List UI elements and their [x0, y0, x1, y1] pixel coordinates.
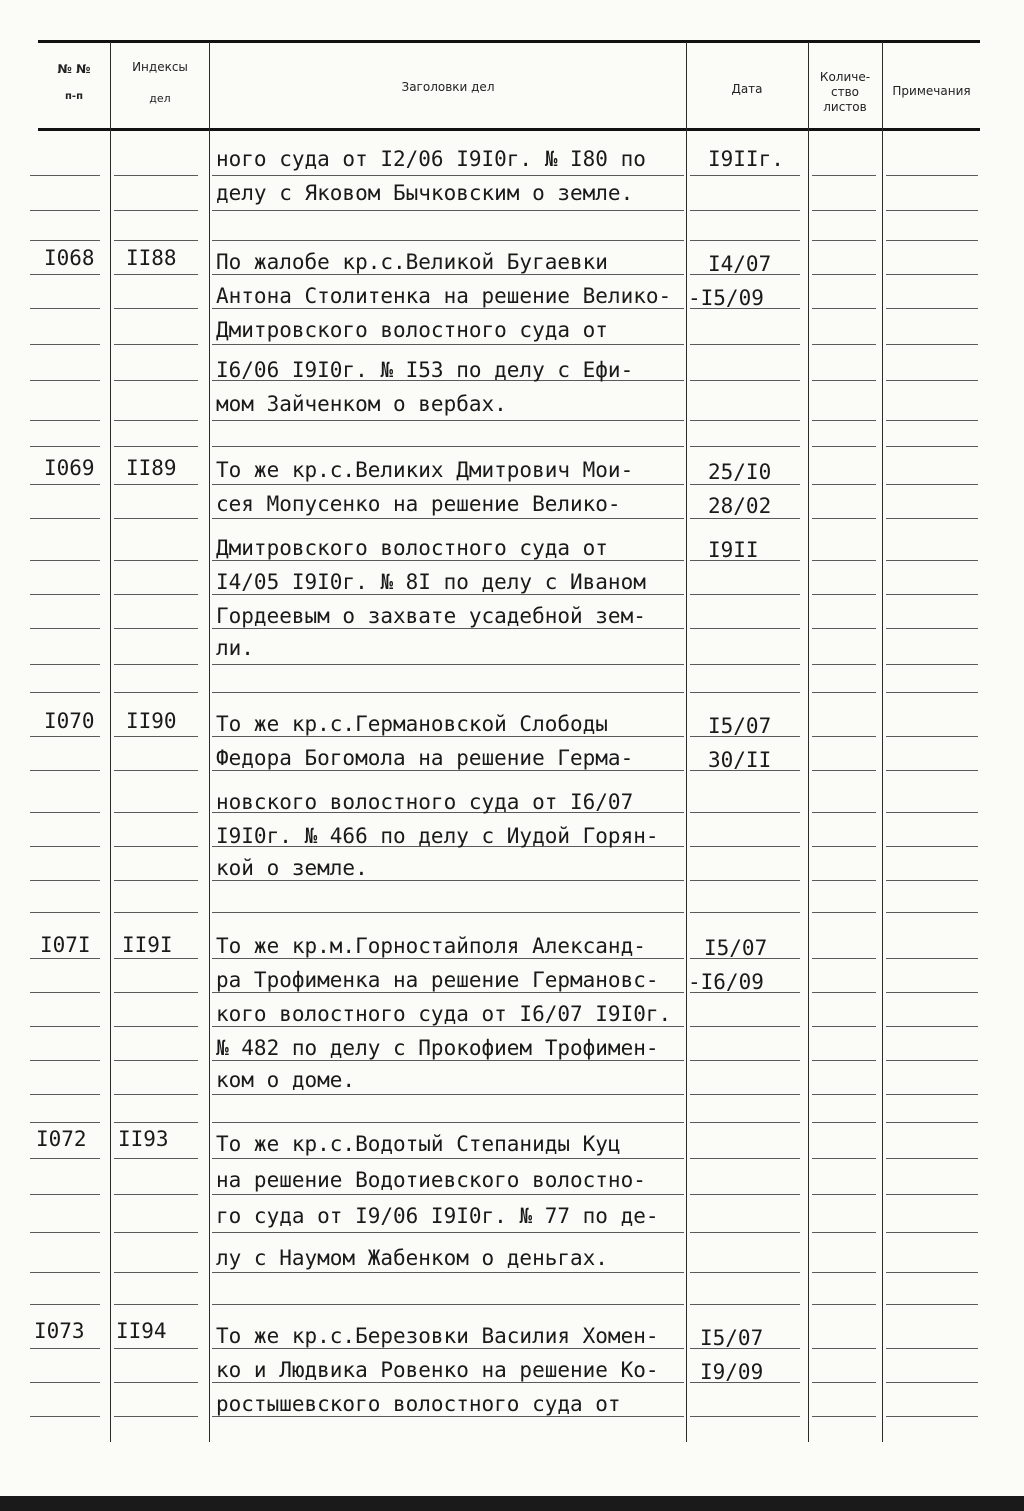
title-line: ра Трофименка на решение Германовс-	[216, 968, 659, 992]
title-line: Гордеевым о захвате усадебной зем-	[216, 604, 646, 628]
header-index-line2: дел	[149, 92, 171, 105]
ruled-line	[30, 446, 100, 447]
ruled-line	[114, 1060, 198, 1061]
entry-date: I5/07	[700, 1326, 764, 1350]
ruled-line	[812, 1382, 876, 1383]
ruled-line	[886, 770, 978, 771]
ruled-line	[114, 628, 198, 629]
ruled-line	[812, 420, 876, 421]
entry-date: -I6/09	[688, 970, 764, 994]
ruled-line	[30, 1416, 100, 1417]
ruled-line	[812, 274, 876, 275]
ruled-line	[30, 1122, 100, 1123]
ruled-line	[690, 210, 800, 211]
ruled-line	[212, 1416, 684, 1417]
title-line: То же кр.м.Горностайполя Александ-	[216, 934, 646, 958]
ruled-line	[30, 1060, 100, 1061]
ruled-line	[212, 880, 684, 881]
ruled-line	[886, 1094, 978, 1095]
title-line: делу с Яковом Бычковским о земле.	[216, 181, 634, 205]
ruled-line	[690, 1194, 800, 1195]
ruled-line	[30, 692, 100, 693]
ruled-line	[886, 1304, 978, 1305]
ruled-line	[114, 274, 198, 275]
entry-date: I9II	[708, 538, 759, 562]
ruled-line	[886, 692, 978, 693]
entry-number: I070	[44, 709, 95, 733]
ruled-line	[886, 1348, 978, 1349]
ruled-line	[812, 1158, 876, 1159]
ruled-line	[114, 664, 198, 665]
entry-date: I9IIг.	[708, 147, 784, 171]
title-line: То же кр.с.Великих Дмитрович Мои-	[216, 458, 634, 482]
ruled-line	[30, 992, 100, 993]
entry-date: 25/I0	[708, 460, 772, 484]
title-line: ного суда от I2/06 I9I0г. № I80 по	[216, 147, 646, 171]
entry-date: I9/09	[700, 1360, 764, 1384]
ruled-line	[114, 518, 198, 519]
ruled-line	[812, 1122, 876, 1123]
ruled-line	[114, 958, 198, 959]
scan-bottom-edge	[0, 1496, 1024, 1511]
ruled-line	[114, 812, 198, 813]
ruled-line	[886, 380, 978, 381]
ruled-line	[114, 1272, 198, 1273]
title-line: лу с Наумом Жабенком о деньгах.	[216, 1246, 608, 1270]
ruled-line	[812, 736, 876, 737]
ruled-line	[690, 1060, 800, 1061]
ruled-line	[812, 308, 876, 309]
title-line: I9I0г. № 466 по делу с Иудой Горян-	[216, 824, 659, 848]
header-notes: Примечания	[892, 84, 971, 98]
column-divider	[209, 42, 210, 1442]
ruled-line	[690, 880, 800, 881]
ruled-line	[212, 175, 684, 176]
ruled-line	[30, 344, 100, 345]
column-divider	[808, 42, 809, 1442]
entry-date: 28/02	[708, 494, 772, 518]
ruled-line	[114, 1026, 198, 1027]
title-line: То же кр.с.Водотый Степаниды Куц	[216, 1132, 621, 1156]
header-titles: Заголовки дел	[401, 80, 495, 94]
ruled-line	[690, 1416, 800, 1417]
ruled-line	[690, 446, 800, 447]
ruled-line	[690, 1158, 800, 1159]
ruled-line	[30, 420, 100, 421]
ruled-line	[886, 420, 978, 421]
ruled-line	[212, 1060, 684, 1061]
ruled-line	[886, 308, 978, 309]
ruled-line	[886, 880, 978, 881]
ruled-line	[114, 1194, 198, 1195]
ruled-line	[812, 992, 876, 993]
ruled-line	[886, 736, 978, 737]
title-line: го суда от I9/06 I9I0г. № 77 по де-	[216, 1204, 659, 1228]
ruled-line	[812, 1060, 876, 1061]
ruled-line	[812, 628, 876, 629]
ruled-line	[886, 1416, 978, 1417]
ruled-line	[212, 692, 684, 693]
ruled-line	[30, 1348, 100, 1349]
ruled-line	[114, 1382, 198, 1383]
ruled-line	[212, 1122, 684, 1123]
ruled-line	[114, 1232, 198, 1233]
ruled-line	[812, 1348, 876, 1349]
ruled-line	[812, 846, 876, 847]
ruled-line	[30, 958, 100, 959]
entry-index: II93	[118, 1127, 169, 1151]
ruled-line	[690, 912, 800, 913]
title-line: I6/06 I9I0г. № I53 по делу с Ефи-	[216, 358, 634, 382]
title-line: То же кр.с.Германовской Слободы	[216, 712, 608, 736]
entry-date: 30/II	[708, 748, 772, 772]
ruled-line	[690, 518, 800, 519]
ruled-line	[690, 484, 800, 485]
title-line: ростышевского волостного суда от	[216, 1392, 621, 1416]
ruled-line	[114, 446, 198, 447]
ruled-line	[690, 664, 800, 665]
ruled-line	[886, 628, 978, 629]
entry-number: I068	[44, 246, 95, 270]
ruled-line	[212, 1272, 684, 1273]
ruled-line	[212, 912, 684, 913]
ruled-line	[886, 912, 978, 913]
ruled-line	[812, 664, 876, 665]
ruled-line	[114, 692, 198, 693]
ruled-line	[30, 240, 100, 241]
ruled-line	[114, 1158, 198, 1159]
ruled-line	[114, 240, 198, 241]
entry-number: I069	[44, 456, 95, 480]
ruled-line	[212, 344, 684, 345]
entry-index: II90	[126, 709, 177, 733]
entry-index: II88	[126, 246, 177, 270]
title-line: Дмитровского волостного суда от	[216, 536, 608, 560]
ruled-line	[812, 1304, 876, 1305]
title-line: ком о доме.	[216, 1068, 356, 1092]
ruled-line	[114, 880, 198, 881]
ruled-line	[30, 628, 100, 629]
ruled-line	[114, 1094, 198, 1095]
header-bottom-border	[38, 128, 980, 131]
ruled-line	[212, 992, 684, 993]
ruled-line	[812, 240, 876, 241]
header-count-line2: ство	[830, 85, 859, 99]
ruled-line	[30, 175, 100, 176]
ruled-line	[212, 560, 684, 561]
ruled-line	[212, 1158, 684, 1159]
ruled-line	[114, 992, 198, 993]
column-divider	[882, 42, 883, 1442]
ruled-line	[30, 380, 100, 381]
ruled-line	[886, 446, 978, 447]
entry-number: I072	[36, 1127, 87, 1151]
ruled-line	[690, 240, 800, 241]
ruled-line	[30, 1272, 100, 1273]
ruled-line	[212, 446, 684, 447]
ruled-line	[30, 664, 100, 665]
ruled-line	[886, 1122, 978, 1123]
title-line: сея Мопусенко на решение Велико-	[216, 492, 621, 516]
ruled-line	[114, 1416, 198, 1417]
ruled-line	[812, 344, 876, 345]
ruled-line	[812, 1094, 876, 1095]
ruled-line	[886, 1232, 978, 1233]
ruled-line	[212, 628, 684, 629]
ruled-line	[114, 1304, 198, 1305]
title-line: ли.	[216, 636, 254, 660]
ruled-line	[690, 420, 800, 421]
ruled-line	[690, 175, 800, 176]
ruled-line	[812, 518, 876, 519]
title-line: кого волостного суда от I6/07 I9I0г.	[216, 1002, 672, 1026]
ruled-line	[812, 175, 876, 176]
ruled-line	[886, 560, 978, 561]
ruled-line	[690, 1094, 800, 1095]
ruled-line	[886, 1382, 978, 1383]
entry-number: I07I	[40, 933, 91, 957]
ruled-line	[212, 1232, 684, 1233]
ruled-line	[212, 274, 684, 275]
title-line: новского волостного суда от I6/07	[216, 790, 634, 814]
ruled-line	[114, 1348, 198, 1349]
ruled-line	[30, 770, 100, 771]
ruled-line	[30, 274, 100, 275]
title-line: кой о земле.	[216, 856, 368, 880]
title-line: мом Зайченком о вербах.	[216, 392, 507, 416]
ruled-line	[886, 210, 978, 211]
header-number-line2: п-п	[65, 91, 83, 102]
ruled-line	[812, 484, 876, 485]
ruled-line	[886, 1272, 978, 1273]
ruled-line	[114, 846, 198, 847]
ruled-line	[812, 1272, 876, 1273]
ruled-line	[30, 308, 100, 309]
title-line: Дмитровского волостного суда от	[216, 318, 608, 342]
ruled-line	[30, 736, 100, 737]
ruled-line	[886, 992, 978, 993]
ruled-line	[886, 518, 978, 519]
ruled-line	[30, 484, 100, 485]
ruled-line	[886, 344, 978, 345]
ruled-line	[212, 1382, 684, 1383]
ruled-line	[30, 846, 100, 847]
ruled-line	[812, 1232, 876, 1233]
ruled-line	[114, 770, 198, 771]
ruled-line	[690, 1026, 800, 1027]
ruled-line	[812, 210, 876, 211]
title-line: Антона Столитенка на решение Велико-	[216, 284, 672, 308]
ruled-line	[114, 594, 198, 595]
title-line: № 482 по делу с Прокофием Трофимен-	[216, 1036, 659, 1060]
ruled-line	[30, 594, 100, 595]
ruled-line	[690, 1232, 800, 1233]
header-number-line1: № №	[57, 62, 91, 76]
ruled-line	[886, 664, 978, 665]
ruled-line	[886, 812, 978, 813]
ruled-line	[812, 380, 876, 381]
ruled-line	[212, 210, 684, 211]
ruled-line	[690, 1304, 800, 1305]
ruled-line	[812, 880, 876, 881]
entry-date: I5/07	[708, 714, 772, 738]
ruled-line	[212, 420, 684, 421]
ruled-line	[212, 664, 684, 665]
ruled-line	[886, 175, 978, 176]
ruled-line	[114, 1122, 198, 1123]
ruled-line	[812, 912, 876, 913]
ruled-line	[30, 1194, 100, 1195]
ruled-line	[690, 594, 800, 595]
ruled-line	[812, 1194, 876, 1195]
ruled-line	[212, 240, 684, 241]
title-line: I4/05 I9I0г. № 8I по делу с Иваном	[216, 570, 646, 594]
ruled-line	[886, 846, 978, 847]
entry-number: I073	[34, 1319, 85, 1343]
ruled-line	[212, 518, 684, 519]
entry-index: II9I	[122, 933, 173, 957]
ruled-line	[690, 1122, 800, 1123]
title-line: ко и Людвика Ровенко на решение Ко-	[216, 1358, 659, 1382]
ruled-line	[30, 1232, 100, 1233]
ruled-line	[886, 958, 978, 959]
ruled-line	[690, 846, 800, 847]
title-line: Федора Богомола на решение Герма-	[216, 746, 634, 770]
column-divider	[110, 42, 111, 1442]
ruled-line	[212, 736, 684, 737]
ruled-line	[812, 692, 876, 693]
ruled-line	[114, 308, 198, 309]
ruled-line	[812, 560, 876, 561]
ruled-line	[114, 175, 198, 176]
ruled-line	[30, 518, 100, 519]
ruled-line	[212, 594, 684, 595]
ruled-line	[812, 446, 876, 447]
ruled-line	[812, 594, 876, 595]
ruled-line	[30, 1026, 100, 1027]
header-date: Дата	[731, 82, 763, 96]
ruled-line	[30, 812, 100, 813]
ruled-line	[812, 958, 876, 959]
ruled-line	[886, 594, 978, 595]
title-line: То же кр.с.Березовки Василия Хомен-	[216, 1324, 659, 1348]
ruled-line	[886, 274, 978, 275]
ruled-line	[812, 770, 876, 771]
ruled-line	[114, 560, 198, 561]
header-count-line1: Количе-	[819, 70, 871, 84]
entry-date: I5/07	[704, 936, 768, 960]
ruled-line	[212, 1348, 684, 1349]
header-index-line1: Индексы	[132, 60, 188, 74]
ruled-line	[30, 880, 100, 881]
ruled-line	[114, 484, 198, 485]
ruled-line	[690, 628, 800, 629]
entry-date: I4/07	[708, 252, 772, 276]
ruled-line	[690, 692, 800, 693]
ruled-line	[812, 1416, 876, 1417]
ruled-line	[114, 912, 198, 913]
ruled-line	[30, 210, 100, 211]
ruled-line	[212, 770, 684, 771]
ruled-line	[114, 380, 198, 381]
header-count-line3: листов	[823, 100, 867, 114]
ruled-line	[212, 484, 684, 485]
ruled-line	[114, 736, 198, 737]
ruled-line	[886, 240, 978, 241]
ruled-line	[886, 1060, 978, 1061]
column-divider	[686, 42, 687, 1442]
ruled-line	[30, 1158, 100, 1159]
ruled-line	[690, 812, 800, 813]
ruled-line	[212, 958, 684, 959]
ruled-line	[30, 912, 100, 913]
ruled-line	[212, 1194, 684, 1195]
ruled-line	[812, 812, 876, 813]
entry-index: II94	[116, 1319, 167, 1343]
ruled-line	[212, 1026, 684, 1027]
ruled-line	[212, 1304, 684, 1305]
title-line: По жалобе кр.с.Великой Бугаевки	[216, 250, 608, 274]
ruled-line	[886, 484, 978, 485]
ruled-line	[886, 1158, 978, 1159]
ruled-line	[690, 1272, 800, 1273]
ruled-line	[114, 344, 198, 345]
ruled-line	[886, 1194, 978, 1195]
title-line: на решение Водотиевского волостно-	[216, 1168, 646, 1192]
ruled-line	[886, 1026, 978, 1027]
ruled-line	[30, 1304, 100, 1305]
ruled-line	[812, 1026, 876, 1027]
entry-index: II89	[126, 456, 177, 480]
ruled-line	[114, 210, 198, 211]
ruled-line	[30, 560, 100, 561]
entry-date: -I5/09	[688, 286, 764, 310]
ruled-line	[114, 420, 198, 421]
ruled-line	[30, 1094, 100, 1095]
ruled-line	[212, 1094, 684, 1095]
ruled-line	[212, 308, 684, 309]
ruled-line	[30, 1382, 100, 1383]
ruled-line	[690, 344, 800, 345]
table-top-border	[38, 40, 980, 43]
ruled-line	[690, 380, 800, 381]
